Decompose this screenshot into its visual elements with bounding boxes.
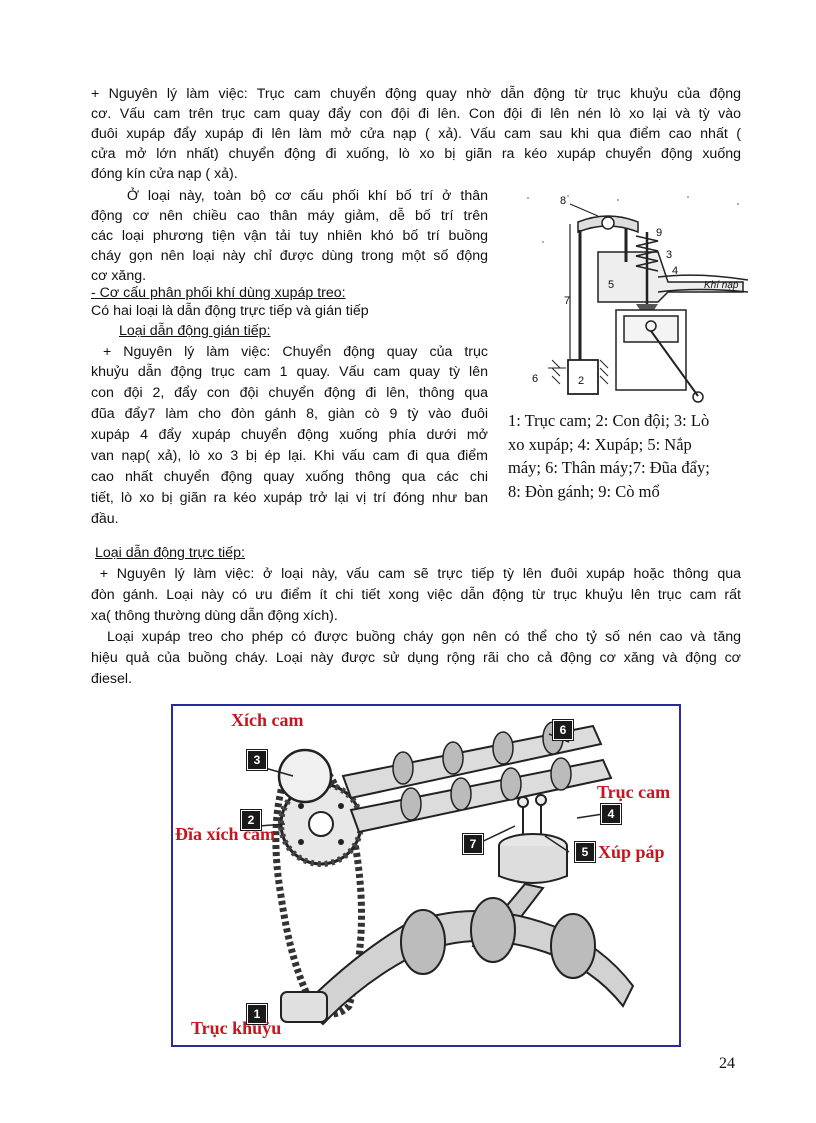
direct-line-2: đòn gánh. Loại này có ưu điểm ít chi tiết xong việc dẫn động từ trục khuỷu lên trục cam rất — [91, 587, 741, 603]
caption-line: 1: Trục cam; 2: Con đội; 3: Lò — [508, 411, 710, 430]
valve-assembly — [518, 795, 546, 836]
heading-overhead-valve: - Cơ cấu phân phối khí dùng xupáp treo: — [91, 285, 346, 301]
label-2: 2 — [578, 375, 585, 387]
caption-line: xo xupáp; 4: Xupáp; 5: Nắp — [508, 434, 692, 454]
piston — [624, 316, 678, 342]
indirect-line-8: tiết, lò xo bị giãn ra kéo xupáp trở lại vị trí đóng như ban — [91, 490, 488, 506]
label-3: 3 — [666, 249, 673, 261]
label-7: 7 — [564, 295, 571, 307]
upper-sprocket — [279, 750, 331, 802]
badge-3: 3 — [247, 750, 267, 770]
caption-line: 8: Đòn gánh; 9: Cò mổ — [508, 481, 660, 501]
direct-line-1: + Nguyên lý làm việc: ở loại này, vấu cam sẽ trực tiếp tỳ lên đuôi xupáp hoặc thông qua — [91, 566, 741, 582]
indirect-line-9: đầu. — [91, 511, 119, 527]
badge-7: 7 — [463, 834, 483, 854]
intro-line-2: động cơ nên chiều cao thân máy giảm, dễ bố trí trên — [91, 208, 488, 224]
stipple-dots — [527, 195, 739, 243]
label-timing-chain: Xích cam — [231, 710, 304, 730]
indirect-line-6: van nạp( xả), lò xo 3 bị ép lại. Khi vấu cam đi qua điểm — [91, 448, 488, 464]
intro-line-5: cơ xăng. — [91, 268, 147, 284]
label-5: 5 — [608, 279, 615, 291]
direct-line-4: Loại xupáp treo cho phép có được buồng cháy gọn nên có thể cho tỷ số nén cao và tăng — [91, 629, 741, 645]
indirect-line-1: + Nguyên lý làm việc: Chuyển động quay của trục — [91, 344, 488, 360]
indirect-line-3: con đội 2, đẩy con đội chuyển động đi lên, thông qua — [91, 385, 488, 401]
top-line-5: đóng kín cửa nạp ( xả). — [91, 166, 238, 182]
page-number: 24 — [719, 1055, 735, 1072]
indirect-line-5: xupáp 4 đẩy xupáp chuyển động xuống phía dưới mở — [91, 427, 488, 443]
intro-line-1: Ở loại này, toàn bộ cơ cấu phối khí bố trí ở thân — [91, 188, 488, 204]
label-8: 8 — [560, 195, 567, 207]
heading-direct-drive: Loại dẫn động trực tiếp: — [95, 545, 245, 561]
label-4: 4 — [672, 265, 679, 277]
figure1-caption — [508, 409, 748, 503]
indirect-line-7: cao nhất chuyển động quay xuống thông qua các chi — [91, 469, 488, 485]
valve-train-diagram — [508, 192, 760, 410]
label-cam-sprocket: Đĩa xích cam — [175, 824, 275, 844]
crank-pin — [693, 392, 703, 402]
rocker-pivot — [602, 217, 614, 229]
badge-1: 1 — [247, 1004, 267, 1024]
valve-train-drawing — [508, 192, 760, 410]
valve-head — [636, 304, 658, 310]
badge-5: 5 — [575, 842, 595, 862]
indirect-line-2: khuỷu dẫn động trục cam 1 quay. Vấu cam quay tỳ lên — [91, 364, 488, 380]
top-line-1: + Nguyên lý làm việc: Trục cam chuyển động quay nhờ dẫn động từ trục khuỷu của động — [91, 86, 741, 102]
crank-webs — [401, 898, 595, 978]
label-6: 6 — [532, 373, 539, 385]
leader-8 — [570, 204, 598, 216]
badge-4: 4 — [601, 804, 621, 824]
timing-chain-diagram — [171, 704, 681, 1047]
top-line-3: đuôi xupáp đẩy xupáp đi lên làm mở cửa nạp ( xả). Vấu cam sau khi qua điểm cao nhất ( — [91, 126, 741, 142]
label-valve: Xúp páp — [598, 842, 665, 862]
badge-2: 2 — [241, 810, 261, 830]
intro-line-4: cháy gọn nên loại này chỉ được dùng trong một số động — [91, 248, 488, 264]
label-intake: Khí nạp — [704, 280, 739, 291]
crank-pulley — [281, 992, 327, 1022]
indirect-line-4: đũa đẩy7 làm cho đòn gánh 8, giàn cò 9 tỳ vào đuôi — [91, 406, 488, 422]
top-line-4: cửa mở lớn nhất) chuyển động đi xuống, lò xo bị giãn ra kéo xupáp chuyển động xuống — [91, 146, 741, 162]
direct-line-3: xa( thông thường dùng dẫn động xích). — [91, 608, 338, 624]
intro-line-3: các loại phương tiện vận tải tuy nhiên khó bố trí buồng — [91, 228, 488, 244]
direct-line-5: hiệu quả của buồng cháy. Loại này được sử dụng rộng rãi cho cả động cơ xăng và động cơ — [91, 650, 741, 666]
heading-indirect-drive: Loại dẫn động gián tiếp: — [119, 323, 271, 339]
direct-line-6: điesel. — [91, 671, 133, 687]
two-types-line: Có hai loại là dẫn động trực tiếp và gián tiếp — [91, 303, 369, 319]
caption-line: máy; 6: Thân máy;7: Đũa đẩy; — [508, 458, 710, 477]
sprocket-hub — [309, 812, 333, 836]
label-crankshaft: Trục khuỷu — [191, 1018, 282, 1038]
top-line-2: cơ. Vấu cam trên trục cam quay đẩy con đội đi lên. Con đội đi lên nén lò xo lại và tỳ vào — [91, 106, 741, 122]
label-9: 9 — [656, 227, 663, 239]
badge-6: 6 — [553, 720, 573, 740]
label-camshaft: Trục cam — [597, 782, 671, 802]
piston-body — [499, 846, 567, 883]
